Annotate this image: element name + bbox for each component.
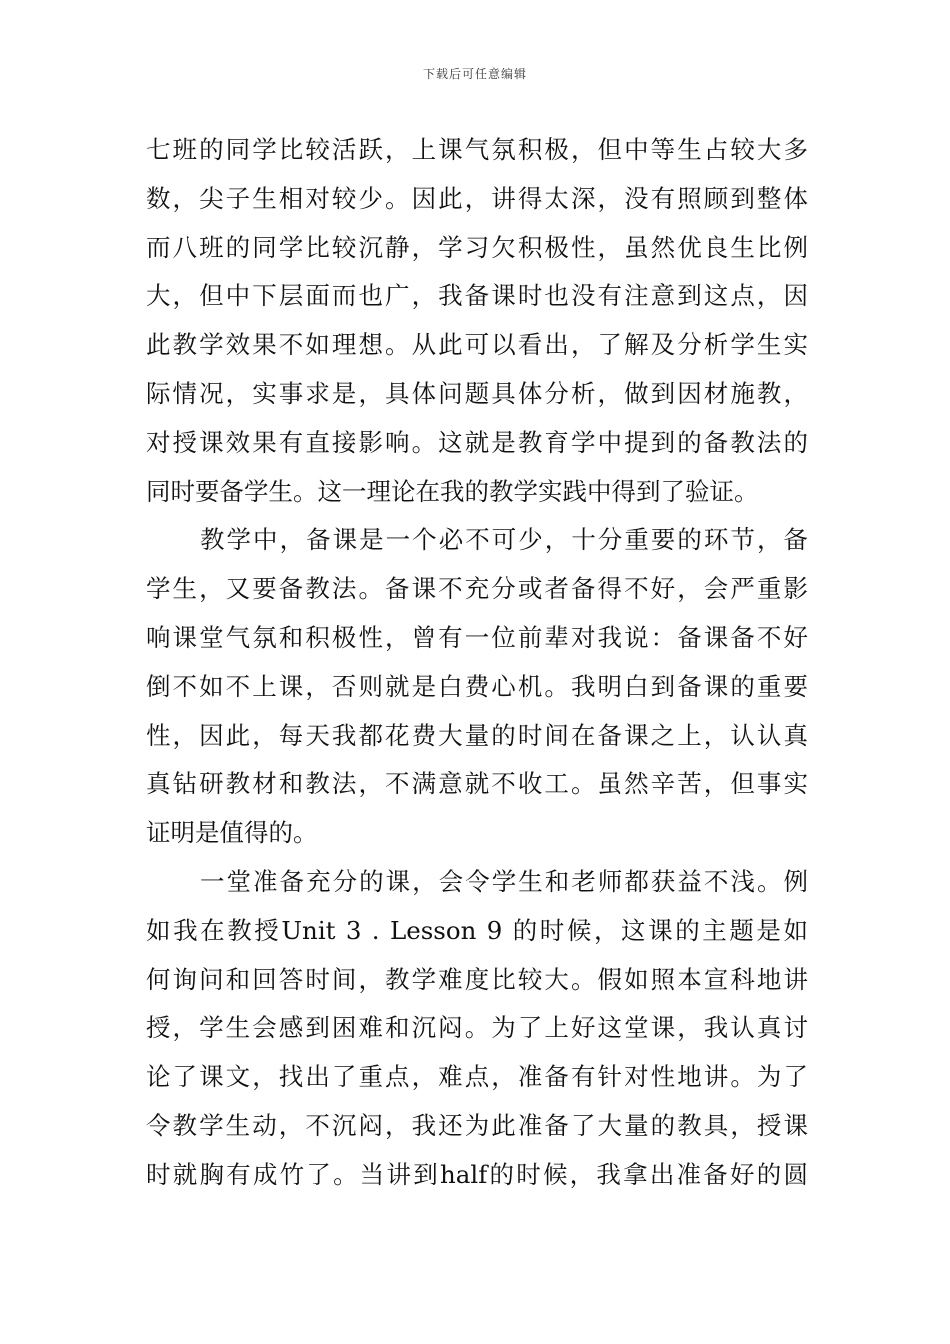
page-header: 下载后可任意编辑 (422, 67, 527, 81)
text-line: 同时要备学生。这一理论在我的教学实践中得到了验证。 (146, 476, 759, 506)
text-line: 教学中，备课是一个必不可少，十分重要的环节，备 (200, 525, 808, 555)
text-line: 此教学效果不如理想。从此可以看出，了解及分析学生实 (146, 330, 808, 360)
paragraph (146, 126, 808, 516)
text-line: 响课堂气氛和积极性，曾有一位前辈对我说：备课备不好 (146, 622, 808, 652)
text-line: 七班的同学比较活跃，上课气氛积极，但中等生占较大多 (146, 135, 808, 164)
document-body (146, 126, 808, 1200)
text-line: 学生，又要备教法。备课不充分或者备得不好，会严重影 (146, 574, 808, 604)
text-line: 授，学生会感到困难和沉闷。为了上好这堂课，我认真讨 (146, 1013, 808, 1043)
text-line: 而八班的同学比较沉静，学习欠积极性，虽然优良生比例 (146, 232, 808, 262)
paragraph (146, 858, 808, 1200)
text-line: 何询问和回答时间，教学难度比较大。假如照本宣科地讲 (146, 964, 808, 994)
text-line: 数，尖子生相对较少。因此，讲得太深，没有照顾到整体 (146, 183, 808, 213)
text-line: 如我在教授Unit 3 . Lesson 9 的时候，这课的主题是如 (146, 915, 808, 945)
text-line: 大，但中下层面而也广，我备课时也没有注意到这点，因 (146, 281, 808, 311)
text-line: 性，因此，每天我都花费大量的时间在备课之上，认认真 (146, 720, 808, 750)
text-line: 际情况，实事求是，具体问题具体分析，做到因材施教， (146, 378, 808, 408)
text-line: 真钻研教材和教法，不满意就不收工。虽然辛苦，但事实 (146, 769, 808, 799)
text-line: 一堂准备充分的课，会令学生和老师都获益不浅。例 (200, 866, 808, 896)
text-line: 论了课文，找出了重点，难点，准备有针对性地讲。为了 (146, 1062, 808, 1092)
text-line: 证明是值得的。 (146, 818, 318, 848)
paragraph (146, 516, 808, 858)
text-line: 对授课效果有直接影响。这就是教育学中提到的备教法的 (146, 427, 808, 457)
text-line: 令教学生动，不沉闷，我还为此准备了大量的教具，授课 (146, 1110, 808, 1140)
text-line: 倒不如不上课，否则就是白费心机。我明白到备课的重要 (146, 671, 808, 701)
text-line: 时就胸有成竹了。当讲到half的时候，我拿出准备好的圆 (146, 1159, 808, 1189)
